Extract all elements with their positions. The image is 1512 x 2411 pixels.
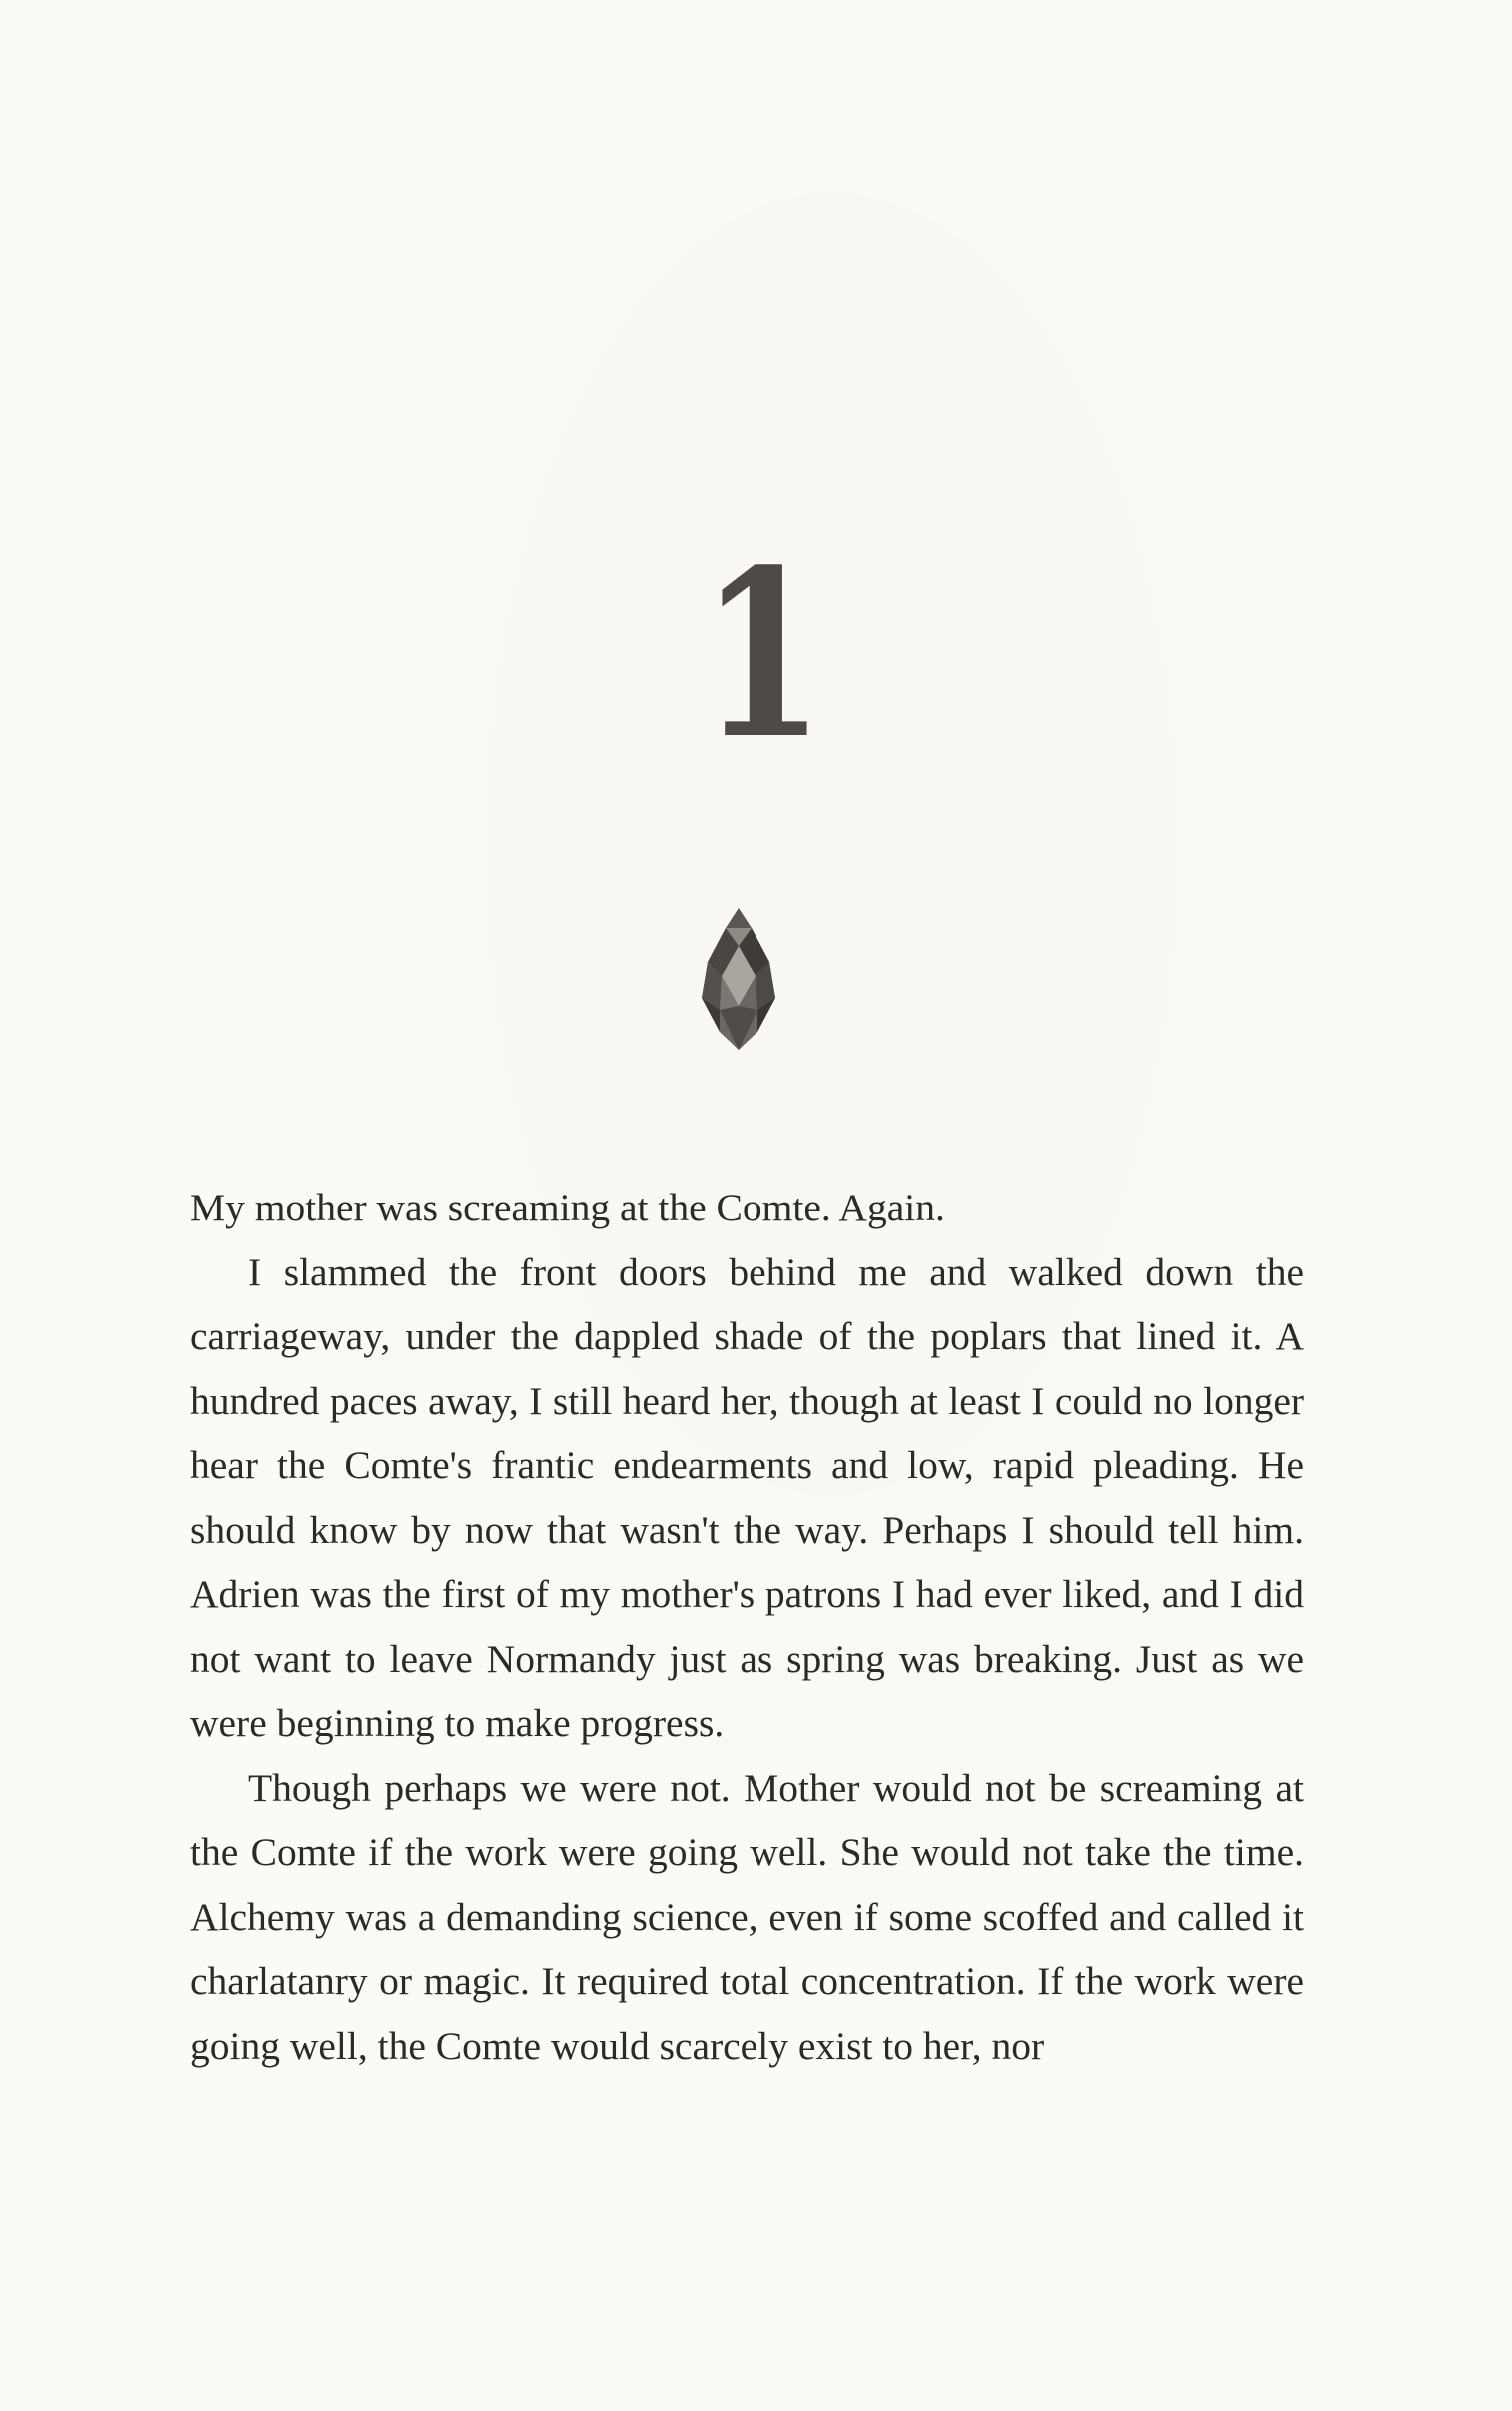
body-text [190,1176,1304,2078]
paragraph: My mother was screaming at the Comte. Again. [190,1186,945,1229]
chapter-number-text: 1 [701,520,825,790]
paragraph: Though perhaps we were not. Mother would not be screaming at the Comte if the work were going well. She would not take the time. Alchemy was a demanding science, even if some scoffed and called it charlatanry or magic. It required total concentration. If the work were going well, the Comte would scarcely exist to her, nor [190,1765,1304,2068]
paragraph: I slammed the front doors behind me and walked down the carriageway, under the dappled shade of the poplars that lined it. A hundred paces away, I still heard her, though at least I could no longer hear the Comte's frantic endearments and low, rapid pleading. He should know by now that wasn't the way. Perhaps I should tell him. Adrien was the first of my mother's patrons I had ever liked, and I did not want to leave Normandy just as spring was breaking. Just as we were beginning to make progress. [190,1249,1304,1745]
chapter-number [0,520,1512,790]
gem-ornament-icon [696,906,781,1052]
